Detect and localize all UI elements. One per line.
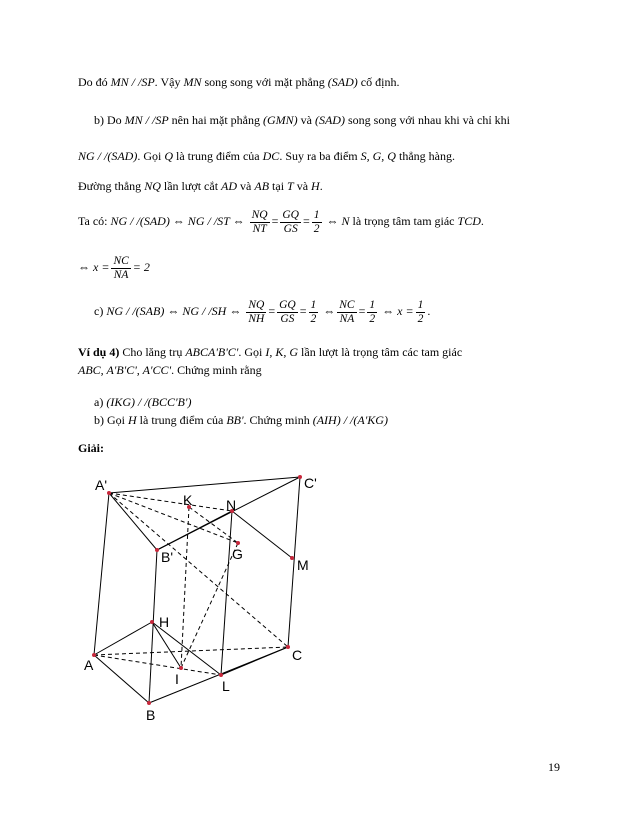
point-dot bbox=[286, 645, 290, 649]
fraction: $\frac{NQ}{NT}$ bbox=[251, 208, 268, 235]
edge bbox=[221, 647, 288, 675]
label-H: H bbox=[159, 614, 170, 630]
hidden-edge bbox=[94, 647, 288, 655]
label-N: N bbox=[226, 497, 237, 513]
edge bbox=[94, 493, 109, 655]
solution-heading: Giải: bbox=[78, 441, 104, 455]
label-A: A bbox=[84, 657, 94, 673]
para-5: Ta có: NG / /(SAD) ⇔ NG / /ST ⇔ $\frac{NQ}{NT}$ = $\frac{GQ}{GS}$ = $\frac{1}{2}$ ⇔ N là trọng tâm tam giác TCD. bbox=[78, 208, 484, 235]
point-dot bbox=[107, 491, 111, 495]
label-K: K bbox=[183, 492, 193, 508]
label-C: C bbox=[292, 647, 303, 663]
fraction: $\frac{1}{2}$ bbox=[369, 298, 376, 325]
edge bbox=[94, 655, 149, 703]
example-4: Ví dụ 4) Cho lăng trụ ABCA'B'C'. Gọi I, K, G lần lượt là trọng tâm các tam giác bbox=[78, 345, 463, 359]
page-number: 19 bbox=[548, 760, 560, 774]
label-L: L bbox=[222, 678, 230, 694]
label-I: I bbox=[175, 671, 179, 687]
point-dot bbox=[219, 673, 223, 677]
para-7: c) NG / /(SAB) ⇔ NG / /SH ⇔ $\frac{NQ}{NH}$ = $\frac{GQ}{GS}$ = $\frac{1}{2}$ ⇔ $\frac{NC}{NA}$ = $\frac{1}{2}$ ⇔ x = $\frac{1}{2}$ . bbox=[94, 298, 431, 325]
point-dot bbox=[150, 620, 154, 624]
fraction: $\frac{NQ}{NH}$ bbox=[248, 298, 265, 325]
point-dot bbox=[147, 701, 151, 705]
fraction: $\frac{GQ}{GS}$ bbox=[279, 298, 296, 325]
point-dot bbox=[179, 666, 183, 670]
edge bbox=[109, 477, 300, 493]
edge bbox=[221, 511, 232, 675]
point-dot bbox=[236, 541, 240, 545]
para-6: ⇔ x = $\frac{NC}{NA}$ = 2 bbox=[78, 254, 150, 281]
label-G: G bbox=[232, 546, 243, 562]
fraction: $\frac{NC}{NA}$ bbox=[339, 298, 355, 325]
label-A-prime: A' bbox=[95, 477, 108, 493]
fraction: $\frac{GQ}{GS}$ bbox=[282, 208, 299, 235]
para-1: Do đó MN / /SP. Vậy MN song song với mặt phẳng (SAD) cố định. bbox=[78, 75, 400, 89]
fraction: $\frac{1}{2}$ bbox=[313, 208, 320, 235]
label-M: M bbox=[297, 557, 309, 573]
fraction: $\frac{1}{2}$ bbox=[417, 298, 424, 325]
point-dot bbox=[290, 556, 294, 560]
edge bbox=[94, 622, 152, 655]
point-dot bbox=[155, 548, 159, 552]
para-4: Đường thẳng NQ lần lượt cắt AD và AB tại T và H. bbox=[78, 179, 323, 193]
point-dot bbox=[298, 475, 302, 479]
para-2: b) Do MN / /SP nên hai mặt phẳng (GMN) và (SAD) song song với nhau khi và chỉ khi bbox=[94, 113, 510, 127]
fraction: $\frac{1}{2}$ bbox=[310, 298, 317, 325]
label-B: B bbox=[146, 707, 156, 723]
example-4-cont: ABC, A'B'C', A'CC'. Chứng minh rằng bbox=[78, 363, 262, 377]
para-3: NG / /(SAD). Gọi Q là trung điểm của DC. Suy ra ba điểm S, G, Q thẳng hàng. bbox=[78, 149, 455, 163]
edge bbox=[149, 550, 157, 703]
item-a: a) (IKG) / /(BCC'B') bbox=[94, 395, 192, 409]
hidden-edge bbox=[181, 507, 189, 668]
item-b: b) Gọi H là trung điểm của BB'. Chứng minh (AIH) / /(A'KG) bbox=[94, 413, 388, 427]
label-C-prime: C' bbox=[304, 475, 317, 491]
hidden-edge bbox=[109, 493, 288, 647]
label-B-prime: B' bbox=[161, 549, 174, 565]
fraction: $\frac{NC}{NA}$ bbox=[113, 254, 129, 281]
edge bbox=[109, 493, 157, 550]
